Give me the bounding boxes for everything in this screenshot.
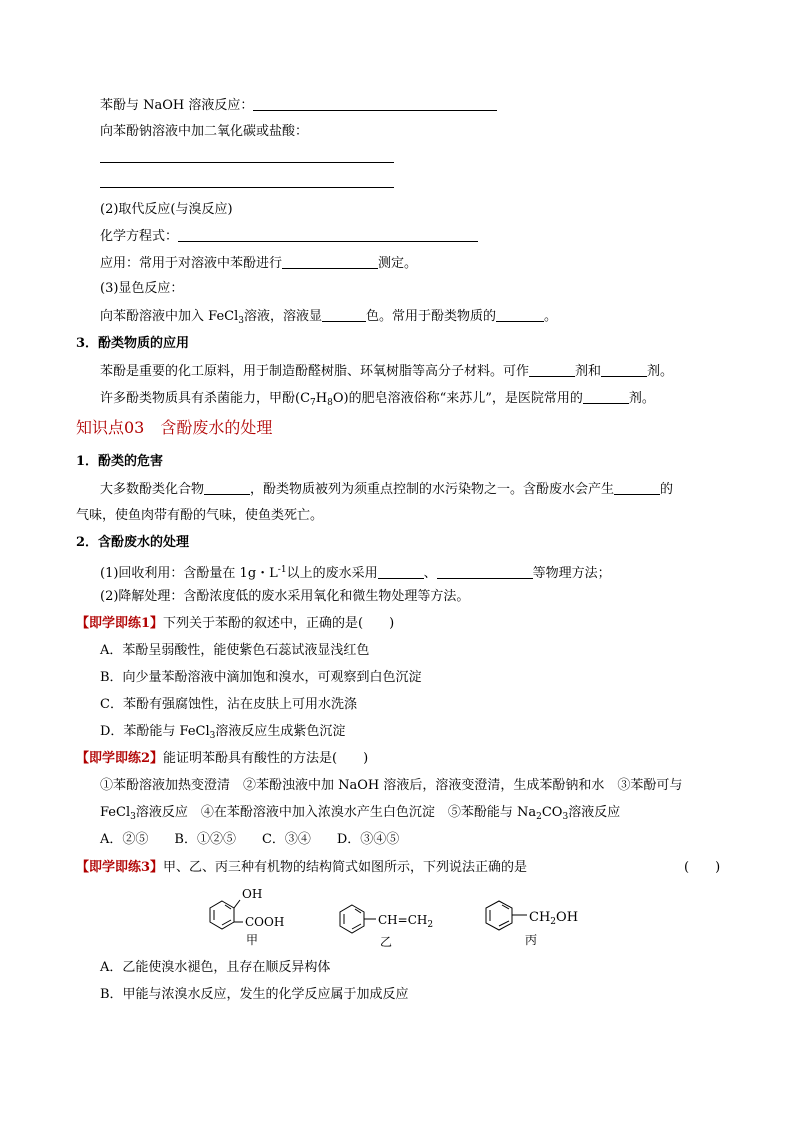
quiz-2-statements-line-2: FeCl$_3$溶液反应 ④在苯酚溶液中加入浓溴水产生白色沉淀 ⑤苯酚能与 $Na_2CO_3$溶液反应 [100, 805, 621, 822]
quiz-1-option-a[interactable]: A．苯酚呈弱酸性，能使紫色石蕊试液显浅红色 [100, 643, 370, 658]
answer-blank[interactable] [529, 363, 575, 377]
treatment-paragraph-1: (1)回收利用：含酚量在 1g・$L^{-1}$以上的废水采用 、 等物理方法； [100, 565, 611, 581]
hazards-paragraph-2: 气味，使鱼肉带有酚的气味，使鱼类死亡。 [76, 508, 324, 523]
answer-line-1[interactable] [100, 162, 394, 163]
co2-reaction-line: 向苯酚钠溶液中加二氧化碳或盐酸： [100, 124, 309, 139]
answer-blank[interactable] [253, 97, 497, 111]
hazards-paragraph-1: 大多数酚类化合物 ，酚类物质被列为须重点控制的水污染物之一。含酚废水会产生 的 [100, 482, 674, 497]
applications-paragraph-2: 许多酚类物质具有杀菌能力，甲酚$(C_7H_8O)$的肥皂溶液俗称“来苏儿”，是医院常用的 剂。 [100, 391, 655, 408]
structure-jia-oh: OH [242, 887, 263, 901]
section-title-treatment: 2．含酚废水的处理 [76, 535, 190, 550]
color-reaction-line: 向苯酚溶液中加入 FeCl$_3$溶液，溶液显 色。常用于酚类物质的 。 [100, 309, 558, 326]
knowledge-point-heading: 知识点03 含酚废水的处理 [76, 418, 273, 437]
applications-paragraph-1: 苯酚是重要的化工原料，用于制造酚醛树脂、环氧树脂等高分子材料。可作 剂和 剂。 [100, 364, 674, 379]
color-reaction-title: (3)显色反应： [100, 281, 184, 296]
structure-yi-group: $CH=CH_2$ [378, 913, 434, 930]
answer-blank[interactable] [204, 481, 250, 495]
quiz-1-option-b[interactable]: B．向少量苯酚溶液中滴加饱和溴水，可观察到白色沉淀 [100, 670, 422, 685]
structure-bing-label: 丙 [525, 933, 538, 947]
answer-blank[interactable] [614, 481, 660, 495]
answer-blank[interactable] [583, 390, 629, 404]
structure-yi-label: 乙 [380, 935, 393, 949]
application-line: 应用：常用于对溶液中苯酚进行 测定。 [100, 256, 418, 271]
substitution-title: (2)取代反应(与溴反应) [100, 202, 233, 217]
quiz-3-answer-paren[interactable]: ( ) [684, 860, 721, 875]
answer-blank[interactable] [496, 308, 544, 322]
answer-blank[interactable] [178, 228, 478, 242]
answer-blank[interactable] [437, 565, 533, 579]
treatment-paragraph-2: (2)降解处理：含酚浓度低的废水采用氧化和微生物处理等方法。 [100, 589, 470, 604]
answer-blank[interactable] [322, 308, 366, 322]
structure-yi-styrene [330, 900, 380, 946]
quiz-2-stem: 【即学即练2】能证明苯酚具有酸性的方法是( ) [76, 751, 369, 766]
naoh-reaction-line: 苯酚与 NaOH 溶液反应： [100, 97, 497, 114]
answer-blank[interactable] [378, 565, 424, 579]
equation-line: 化学方程式： [100, 228, 478, 245]
quiz-3-stem: 【即学即练3】甲、乙、丙三种有机物的结构简式如图所示，下列说法正确的是 [76, 860, 528, 875]
answer-blank[interactable] [282, 255, 378, 269]
structure-jia-label: 甲 [246, 933, 259, 947]
section-title-applications: 3．酚类物质的应用 [76, 336, 190, 351]
quiz-3-option-b[interactable]: B．甲能与浓溴水反应，发生的化学反应属于加成反应 [100, 987, 409, 1002]
structure-jia-cooh: COOH [245, 915, 285, 929]
quiz-2-statements-line-1: ①苯酚溶液加热变澄清 ②苯酚浊液中加 NaOH 溶液后，溶液变澄清，生成苯酚钠和水 ③苯酚可与 [100, 778, 683, 793]
section-title-hazards: 1．酚类的危害 [76, 454, 164, 469]
quiz-1-stem: 【即学即练1】下列关于苯酚的叙述中，正确的是( ) [76, 616, 395, 631]
answer-blank[interactable] [601, 363, 647, 377]
structure-bing-group: $CH_2OH$ [529, 910, 579, 927]
quiz-1-option-c[interactable]: C．苯酚有强腐蚀性，沾在皮肤上可用水洗涤 [100, 697, 357, 712]
answer-line-2[interactable] [100, 187, 394, 188]
quiz-2-options[interactable]: A．②⑤ B．①②⑤ C．③④ D．③④⑤ [100, 832, 400, 847]
quiz-3-option-a[interactable]: A．乙能使溴水褪色，且存在顺反异构体 [100, 960, 331, 975]
quiz-1-option-d[interactable]: D．苯酚能与 FeCl$_3$溶液反应生成紫色沉淀 [100, 724, 346, 741]
